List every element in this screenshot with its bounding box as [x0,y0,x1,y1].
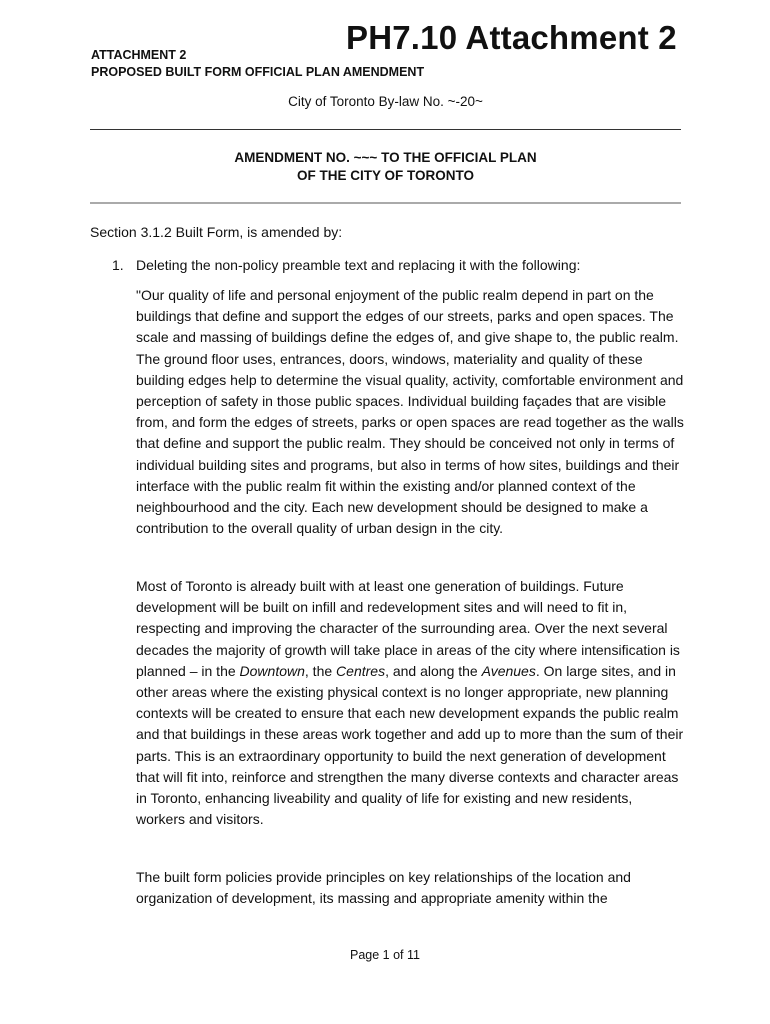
list-item [112,256,580,274]
top-divider [90,129,681,130]
amendment-title-line-2: OF THE CITY OF TORONTO [296,168,474,183]
document-title: PH7.10 Attachment 2 [346,19,677,56]
section-intro: Section 3.1.2 Built Form, is amended by: [90,224,343,240]
page-number: Page 1 of 11 [350,948,420,962]
list-item-text: Deleting the non-policy preamble text and replacing it with the following: [136,257,581,273]
downtown-term: Downtown [239,662,305,679]
centres-term: Centres [336,662,386,679]
paragraph-2-text-c: , and along the [385,662,482,679]
amendment-divider [90,202,681,204]
paragraph-2-text-b: , the [304,662,337,679]
list-item-number: 1. [112,257,124,273]
body-paragraph-1: "Our quality of life and personal enjoyment of the public realm depend in part on the buildings that define and support the edges of our streets, parks and open spaces. The scale and massing of buildings define the edges of, and give shape to, the public realm. The ground floor uses, entrances, doors, windows, materiality and quality of these building edges help to determine the visual quality, activity, comfortable environment and perception of safety in those public spaces. Individual building façades that are visible from, and form the edges of streets, parks or open spaces are read together as the walls that define and support the public realm. They should be conceived not only in terms of individual building sites and programs, but also in terms of how sites, buildings and their interface with the public realm fit within the existing and/or planned context of the neighbourhood and the city. Each new development should be designed to make a contribution to the overall quality of urban design in the city. [136,287,684,537]
body-paragraph-2 [136,576,684,830]
attachment-subtitle: PROPOSED BUILT FORM OFFICIAL PLAN AMENDMENT [91,65,425,79]
bylaw-number: City of Toronto By-law No. ~-20~ [288,94,483,109]
avenues-term: Avenues [481,662,536,679]
amendment-title-line-1: AMENDMENT NO. ~~~ TO THE OFFICIAL PLAN [234,150,537,165]
paragraph-2-text-a: Most of Toronto is already built with at least one generation of buildings. Future development will be built on infill and redevelopment sites and will need to fit in, respecting and improving the character of the surrounding area. Over the next several decades the majority of growth will take place in areas of the city where intensification is planned – in the [136,578,680,679]
body-paragraph-3: The built form policies provide principles on key relationships of the location and organization of development, its massing and appropriate amenity within the [136,869,631,907]
paragraph-2-text-d: . On large sites, and in other areas where the existing physical context is no longer appropriate, new planning contexts will be created to ensure that each new development expands the public realm and that buildings in these areas work together and add up to more than the sum of their parts. This is an extraordinary opportunity to build the next generation of development that will fit into, reinforce and strengthen the many diverse contexts and character areas in Toronto, enhancing liveability and quality of life for existing and new residents, workers and visitors. [136,662,684,828]
attachment-label: ATTACHMENT 2 [91,48,187,62]
amendment-title [90,149,681,185]
